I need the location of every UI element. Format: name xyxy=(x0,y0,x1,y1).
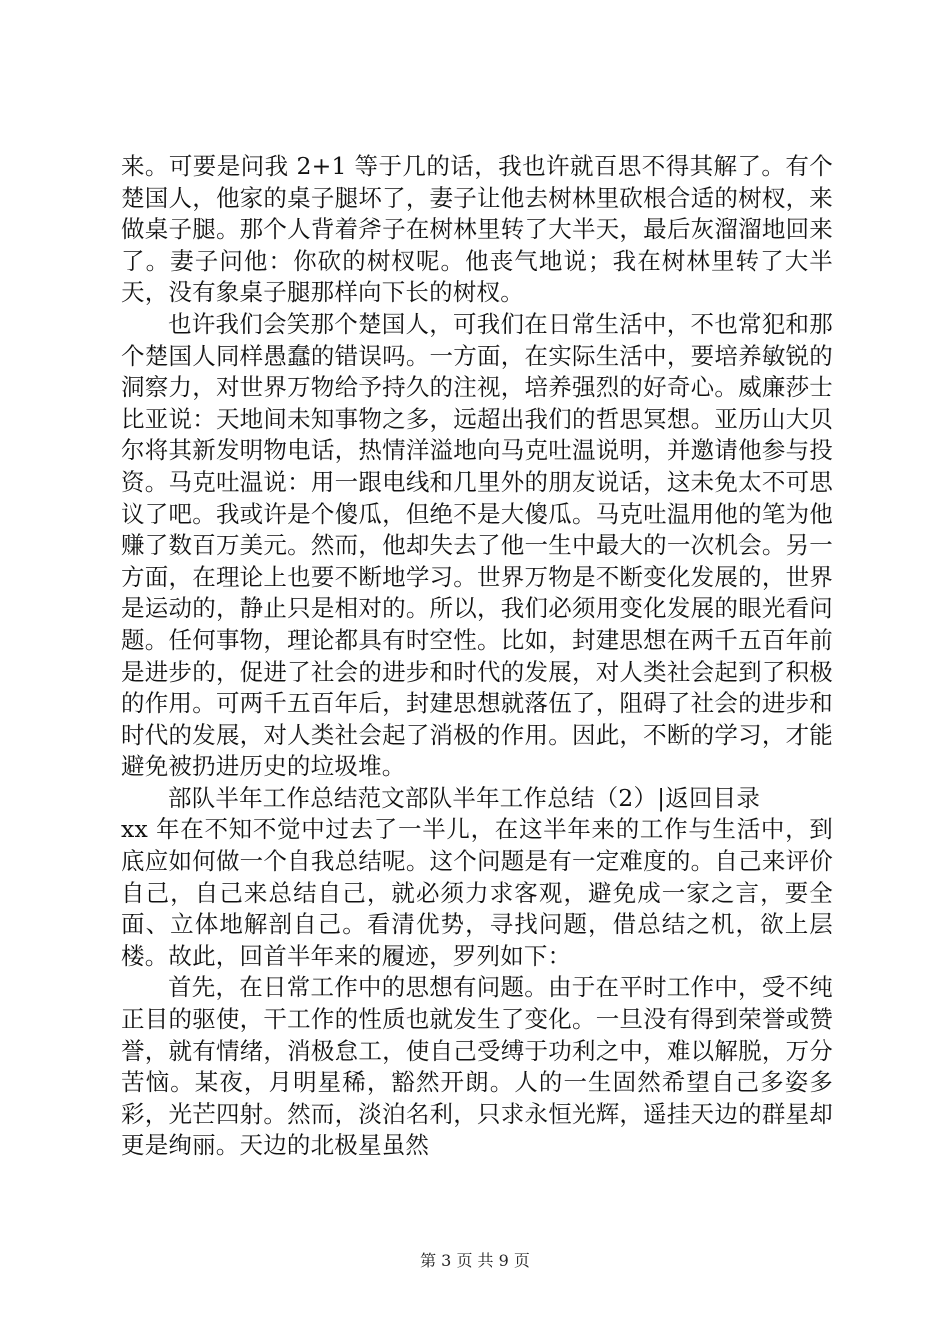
paragraph-3: xx 年在不知不觉中过去了一半儿，在这半年来的工作与生活中，到底应如何做一个自我总结呢。这个问题是有一定难度的。自己来评价自己，自己来总结自己，就必须力求客观，避免成一家之言，要全面、立体地解剖自己。看清优势，寻找问题，借总结之机，欲上层楼。故此，回首半年来的履迹，罗列如下： xyxy=(121,815,833,970)
paragraph-2: 也许我们会笑那个楚国人，可我们在日常生活中，不也常犯和那个楚国人同样愚蠢的错误吗。一方面，在实际生活中，要培养敏锐的洞察力，对世界万物给予持久的注视，培养强烈的好奇心。威廉莎士比亚说：天地间未知事物之多，远超出我们的哲思冥想。亚历山大贝尔将其新发明物电话，热情洋溢地向马克吐温说明，并邀请他参与投资。马克吐温说：用一跟电线和几里外的朋友说话，这未免太不可思议了吧。我或许是个傻瓜，但绝不是大傻瓜。马克吐温用他的笔为他赚了数百万美元。然而，他却失去了他一生中最大的一次机会。另一方面，在理论上也要不断地学习。世界万物是不断变化发展的，世界是运动的，静止只是相对的。所以，我们必须用变化发展的眼光看问题。任何事物，理论都具有时空性。比如，封建思想在两千五百年前是进步的，促进了社会的进步和时代的发展，对人类社会起到了积极的作用。可两千五百年后，封建思想就落伍了，阻碍了社会的进步和时代的发展，对人类社会起了消极的作用。因此，不断的学习，才能避免被扔进历史的垃圾堆。 xyxy=(121,309,833,781)
paragraph-1: 来。可要是问我 2+1 等于几的话，我也许就百思不得其解了。有个楚国人，他家的桌子腿坏了，妻子让他去树林里砍根合适的树杈，来做桌子腿。那个人背着斧子在树林里转了大半天，最后灰溜溜地回来了。妻子问他：你砍的树杈呢。他丧气地说；我在树林里转了大半天，没有象桌子腿那样向下长的树杈。 xyxy=(121,152,833,307)
paragraph-4: 首先，在日常工作中的思想有问题。由于在平时工作中，受不纯正目的驱使，干工作的性质也就发生了变化。一旦没有得到荣誉或赞誉，就有情绪，消极怠工，使自己受缚于功利之中，难以解脱，万分苦恼。某夜，月明星稀，豁然开朗。人的一生固然希望自己多姿多彩，光芒四射。然而，淡泊名利，只求永恒光辉，遥挂天边的群星却更是绚丽。天边的北极星虽然 xyxy=(121,973,833,1160)
section-heading: 部队半年工作总结范文部队半年工作总结（2）|返回目录 xyxy=(168,783,761,812)
document-body xyxy=(121,151,833,1162)
page-number-footer: 第 3 页 共 9 页 xyxy=(420,1251,530,1270)
